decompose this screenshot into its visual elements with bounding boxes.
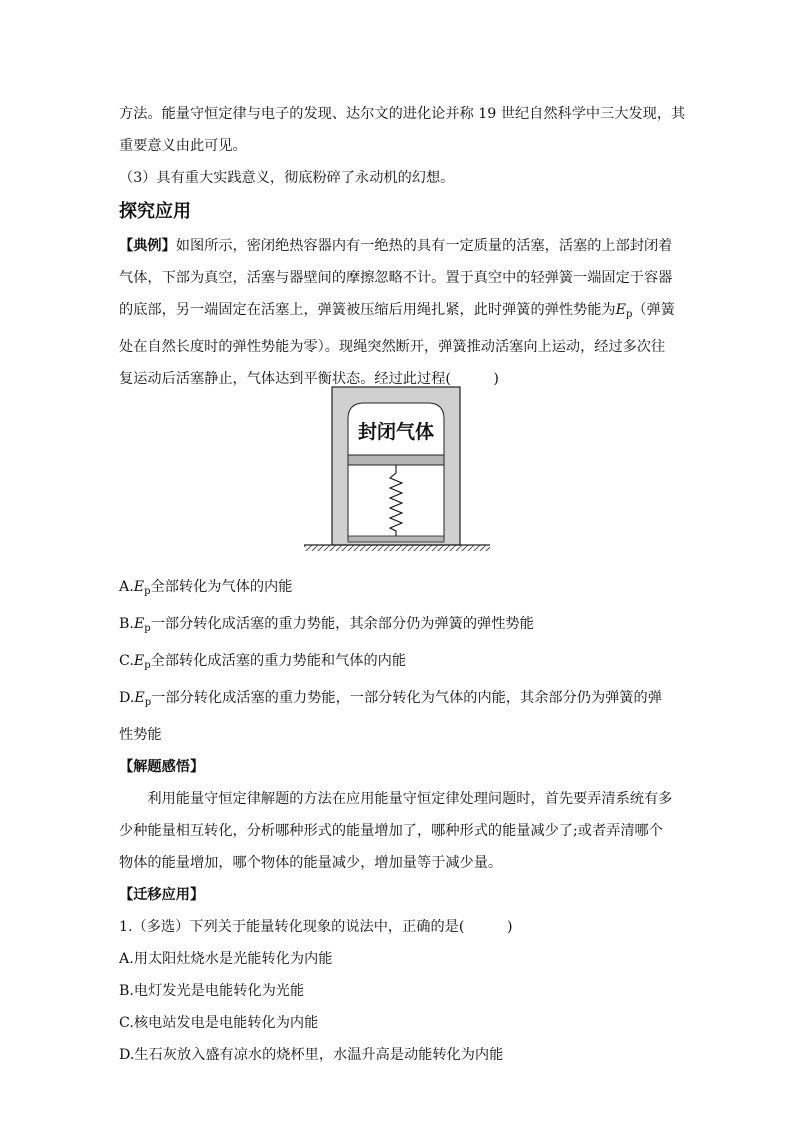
document-body bbox=[119, 98, 686, 1071]
figure-label: 封闭气体 bbox=[357, 421, 435, 443]
intro-line-1: 方法。能量守恒定律与电子的发现、达尔文的进化论并称 19 世纪自然科学中三大发现，其 bbox=[119, 106, 686, 122]
transfer-tag: 【迁移应用】 bbox=[119, 887, 205, 903]
container-diagram bbox=[304, 385, 494, 555]
insight-text: 利用能量守恒定律解题的方法在应用能量守恒定律处理问题时，首先要弄清系统有多少种能量相互转化，分析哪种形式的能量增加了，哪种形式的能量减少了;或者弄清哪个物体的能量增加，哪个物体的能量减少，增加量等于减少量。 bbox=[119, 791, 673, 871]
example-option-a: $A.E_p$全部转化为气体的内能 bbox=[119, 579, 293, 597]
ground-hatch bbox=[304, 545, 490, 551]
example-text-before: 如图所示，密闭绝热容器内有一绝热的具有一定质量的活塞，活塞的上部封闭着气体，下部为真空，活塞与器壁间的摩擦忽略不计。置于真空中的轻弹簧一端固定于容器的底部，另一端固定在活塞上，弹簧被压缩后用绳扎紧，此时弹簧的弹性势能为 bbox=[119, 238, 673, 318]
example-text-after: （弹簧处在自然长度时的弹性势能为零）。现绳突然断开，弹簧推动活塞向上运动，经过多次往复运动后活塞静止，气体达到平衡状态。经过此过程( ) bbox=[119, 302, 675, 387]
piston bbox=[348, 455, 444, 465]
intro-point-3: （3）具有重大实践意义，彻底粉碎了永动机的幻想。 bbox=[119, 170, 455, 186]
example-option-c: $C.E_p$全部转化成活塞的重力势能和气体的内能 bbox=[119, 653, 407, 671]
transfer-question: 1.（多选）下列关于能量转化现象的说法中，正确的是( ) bbox=[119, 919, 513, 935]
container-bottom-plate bbox=[348, 536, 444, 542]
ep-symbol: $E_p$ bbox=[615, 302, 633, 320]
insight-tag: 【解题感悟】 bbox=[119, 759, 205, 775]
example-option-d: $D.E_p$一部分转化成活塞的重力势能，一部分转化为气体的内能，其余部分仍为弹簧的弹性势能 bbox=[119, 690, 662, 743]
transfer-option-d: D.生石灰放入盛有凉水的烧杯里，水温升高是动能转化为内能 bbox=[119, 1047, 504, 1063]
transfer-option-c: C.核电站发电是电能转化为内能 bbox=[119, 1015, 319, 1031]
intro-line-2: 重要意义由此可见。 bbox=[119, 138, 247, 154]
example-option-b: $B.E_p$一部分转化成活塞的重力势能，其余部分仍为弹簧的弹性势能 bbox=[119, 616, 534, 634]
transfer-option-b: B.电灯发光是电能转化为光能 bbox=[119, 983, 305, 999]
example-tag: 【典例】 bbox=[119, 238, 176, 254]
example-paragraph bbox=[119, 230, 675, 395]
section-title: 探究应用 bbox=[119, 201, 191, 222]
transfer-option-a: A.用太阳灶烧水是光能转化为内能 bbox=[119, 951, 333, 967]
